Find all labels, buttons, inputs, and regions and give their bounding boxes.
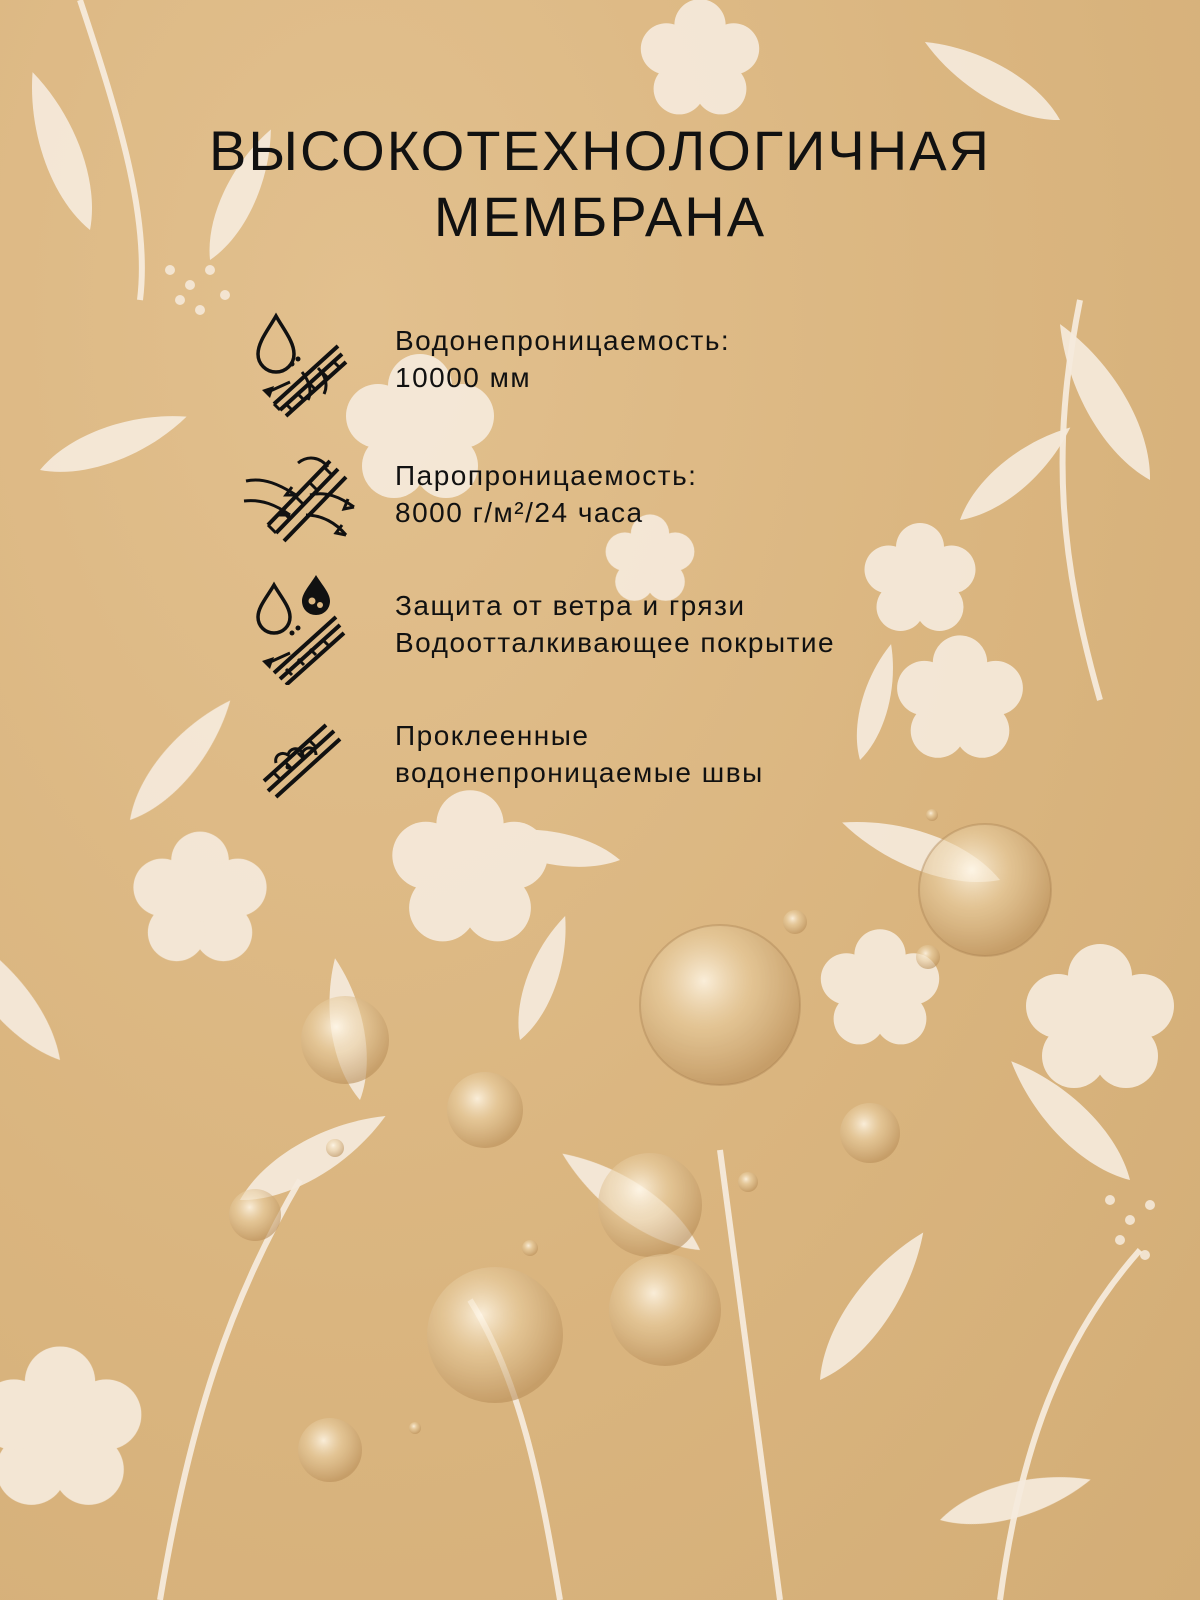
feature-breathable-label: Паропроницаемость: bbox=[395, 460, 698, 491]
feature-breathable bbox=[240, 445, 960, 555]
feature-waterproof-label: Водонепроницаемость: bbox=[395, 325, 731, 356]
feature-wind-dirt-label: Защита от ветра и грязи bbox=[395, 590, 746, 621]
feature-waterproof-value: 10000 мм bbox=[395, 362, 532, 393]
taped-seams-icon bbox=[240, 705, 360, 815]
feature-waterproof bbox=[240, 310, 960, 420]
feature-taped-seams bbox=[240, 705, 960, 815]
water-drop-membrane-icon bbox=[240, 310, 360, 420]
feature-breathable-value: 8000 г/м²/24 часа bbox=[395, 497, 644, 528]
feature-taped-seams-value: водонепроницаемые швы bbox=[395, 757, 764, 788]
title-line-2: МЕМБРАНА bbox=[433, 185, 767, 248]
feature-water-repellent-label: Водоотталкивающее покрытие bbox=[395, 627, 836, 658]
water-dirt-repellent-icon bbox=[240, 575, 360, 685]
title-line-1: ВЫСОКОТЕХНОЛОГИЧНАЯ bbox=[209, 119, 991, 182]
feature-taped-seams-label: Проклеенные bbox=[395, 720, 590, 751]
vapor-permeable-membrane-icon bbox=[240, 445, 360, 555]
feature-wind-dirt-protection bbox=[240, 575, 960, 685]
page-title bbox=[0, 118, 1200, 250]
